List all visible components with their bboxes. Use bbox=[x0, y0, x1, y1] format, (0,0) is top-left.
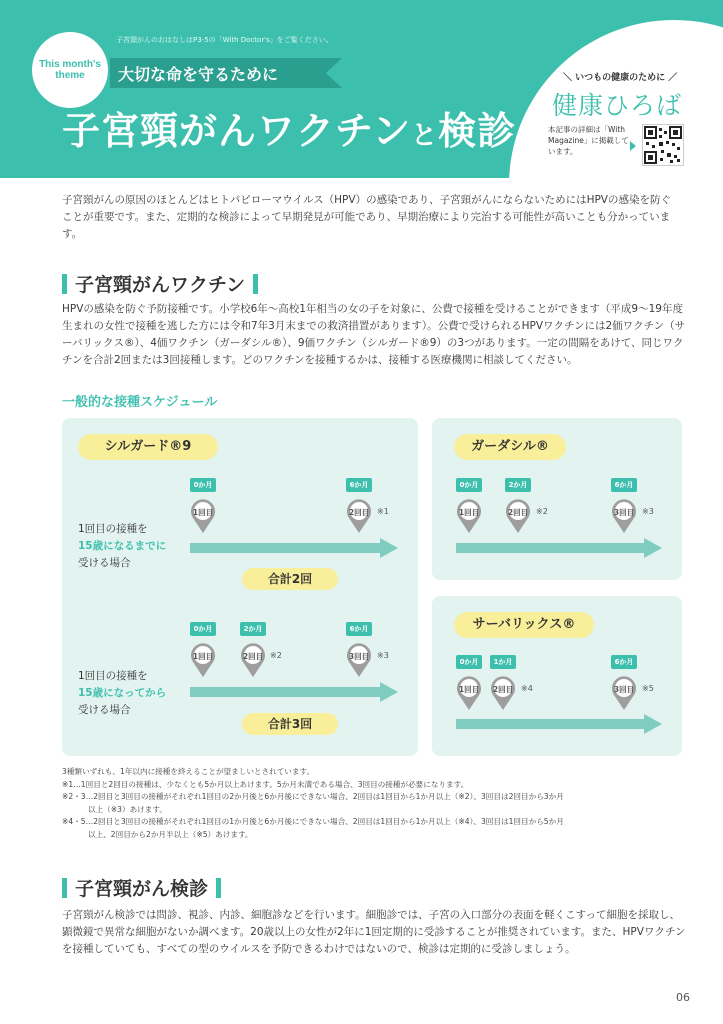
case-line: 受ける場合 bbox=[78, 556, 131, 569]
arrow-head-icon bbox=[644, 714, 662, 734]
heading-bar bbox=[253, 274, 258, 294]
footnote-line: ※2・3…2回目と3回目の接種がそれぞれ1回目の2か月後と6か月後にできない場合、2回目は1回目から1か月以上（※2）、3回目は2回目から3か月 bbox=[62, 792, 564, 802]
dose-label: 3回目 bbox=[613, 508, 635, 517]
month-label: 0か月 bbox=[456, 478, 482, 492]
timeline-arrow bbox=[456, 543, 644, 553]
intro-paragraph: 子宮頸がんの原因のほとんどはヒトパピローマウイルス（HPV）の感染であり、子宮頸がんにならないためにはHPVの感染を防ぐことが重要です。また、定期的な検診によって早期発見が可能であり、早期治療により完治する可能性が高いことも分かっています。 bbox=[62, 194, 671, 240]
dose-label: 2回目 bbox=[492, 685, 514, 694]
section-title: 子宮頸がんワクチン bbox=[75, 274, 246, 296]
footnote-line: 以上、2回目から2か月半以上（※5）あけます。 bbox=[88, 829, 253, 839]
heading-bar bbox=[216, 878, 221, 898]
case-highlight: 15歳になってから bbox=[78, 686, 167, 699]
month-label: 2か月 bbox=[505, 478, 531, 492]
month-label: 2か月 bbox=[240, 622, 266, 636]
month-label: 6か月 bbox=[346, 622, 372, 636]
case-line: 1回目の接種を bbox=[78, 523, 148, 535]
timeline-arrow bbox=[190, 543, 380, 553]
total-doses-badge: 合計3回 bbox=[242, 713, 338, 735]
footnote-line: ※4・5…2回目と3回目の接種がそれぞれ1回目の1か月後と6か月後にできない場合、2回目は1回目から1か月以上（※4）、3回目は1回目から5か月 bbox=[62, 817, 564, 827]
vaccine-paragraph: HPVの感染を防ぐ予防接種です。小学校6年〜高校1年相当の女の子を対象に、公費で接種を受けることができます（平成9〜19年度生まれの女性で接種を逃した方には令和7年3月末までの救済措置があります）。公費で受けられるHPVワクチンには2価ワクチン（サーバリックス®）、4価ワクチン（ガーダシル®）、9価ワクチン（シルガード®9）の3つがあります。一定の間隔をあけて、同じワクチンを合計2回または3回接種します。どのワクチンを接種するかは、接種する医療機関に相談してください。 bbox=[62, 303, 686, 366]
qr-code-icon[interactable] bbox=[642, 124, 684, 166]
arrow-head-icon bbox=[380, 682, 398, 702]
dose-label: 1回目 bbox=[192, 652, 214, 661]
footnote-line: 以上（※3）あけます。 bbox=[88, 804, 167, 814]
vaccine-name-gardasil: ガーダシル® bbox=[454, 434, 566, 460]
footnote-line: 3種類いずれも、1年以内に接種を終えることが望ましいとされています。 bbox=[62, 767, 315, 776]
section-title: 子宮頸がん検診 bbox=[75, 878, 209, 900]
month-label: 0か月 bbox=[190, 622, 216, 636]
month-label: 0か月 bbox=[456, 655, 482, 669]
page-title: 子宮頸がんワクチンと検診 bbox=[62, 109, 517, 153]
footnote-ref: ※3 bbox=[642, 507, 654, 516]
heading-bar bbox=[62, 878, 67, 898]
dose-label: 2回目 bbox=[348, 508, 370, 517]
case2-description bbox=[78, 668, 166, 718]
vaccine-name-silgard: シルガード®9 bbox=[78, 434, 218, 460]
case-highlight: 15歳になるまでに bbox=[78, 539, 167, 552]
month-label: 0か月 bbox=[190, 478, 216, 492]
month-label: 6か月 bbox=[611, 478, 637, 492]
kenko-tagline: ＼ いつもの健康のために ／ bbox=[563, 73, 678, 83]
month-label: 6か月 bbox=[611, 655, 637, 669]
dose-label: 3回目 bbox=[613, 685, 635, 694]
month-label: 6か月 bbox=[346, 478, 372, 492]
dose-label: 1回目 bbox=[458, 508, 480, 517]
arrow-head-icon bbox=[380, 538, 398, 558]
header-note: 子宮頸がんのおはなしはP3-5の「With Doctor's」をご覧ください。 bbox=[116, 36, 333, 44]
dose-label: 1回目 bbox=[458, 685, 480, 694]
case-line: 1回目の接種を bbox=[78, 670, 148, 682]
page-number: 06 bbox=[676, 991, 690, 1004]
footnote-ref: ※2 bbox=[536, 507, 548, 516]
footnote-ref: ※3 bbox=[377, 651, 389, 660]
schedule-title: 一般的な接種スケジュール bbox=[62, 395, 218, 410]
screening-paragraph: 子宮頸がん検診では問診、視診、内診、細胞診などを行います。細胞診では、子宮の入口部分の表面を軽くこすって細胞を採取し、顕微鏡で異常な細胞がないか調べます。20歳以上の女性が2年に1回定期的に受診することが推奨されています。また、HPVワクチンを接種していても、すべての型のウイルスを予防できるわけではないので、検診は定期的に受診しましょう。 bbox=[62, 909, 686, 955]
case1-description bbox=[78, 521, 166, 571]
month-label: 1か月 bbox=[490, 655, 516, 669]
footnote-ref: ※2 bbox=[270, 651, 282, 660]
kenko-logo: 健康ひろば bbox=[552, 91, 683, 120]
dose-label: 3回目 bbox=[348, 652, 370, 661]
total-doses-badge: 合計2回 bbox=[242, 568, 338, 590]
dose-label: 2回目 bbox=[507, 508, 529, 517]
dose-label: 1回目 bbox=[192, 508, 214, 517]
timeline-arrow bbox=[456, 719, 644, 729]
footnote-ref: ※1 bbox=[377, 507, 389, 516]
timeline-arrow bbox=[190, 687, 380, 697]
heading-bar bbox=[62, 274, 67, 294]
ribbon-text: 大切な命を守るために bbox=[118, 65, 279, 84]
footnote-ref: ※4 bbox=[521, 684, 533, 693]
arrow-head-icon bbox=[644, 538, 662, 558]
footnote-ref: ※5 bbox=[642, 684, 654, 693]
kenko-description: 本記事の詳細は「With Magazine」に掲載しています。 bbox=[548, 125, 629, 156]
footnote-line: ※1…1回目と2回目の接種は、少なくとも5か月以上あけます。5か月未満である場合、3回目の接種が必要になります。 bbox=[62, 779, 469, 789]
vaccine-name-cervarix: サーバリックス® bbox=[454, 612, 594, 638]
footnotes bbox=[62, 766, 688, 841]
theme-badge: This month's theme bbox=[32, 32, 108, 108]
case-line: 受ける場合 bbox=[78, 703, 131, 716]
dose-label: 2回目 bbox=[242, 652, 264, 661]
section-heading-screening bbox=[62, 874, 221, 901]
arrow-icon bbox=[630, 141, 636, 151]
section-heading-vaccine bbox=[62, 270, 258, 297]
